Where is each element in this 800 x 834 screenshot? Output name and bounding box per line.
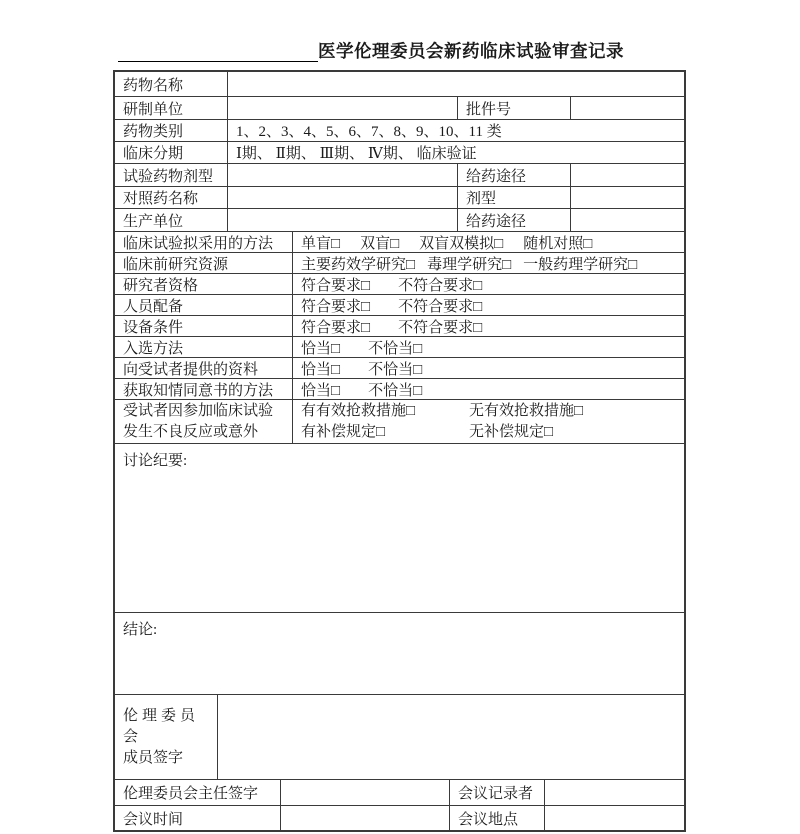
organization-name-blank[interactable]	[118, 40, 318, 62]
discussion-minutes-label: 讨论纪要:	[123, 453, 188, 469]
investigator-qualification-label: 研究者资格	[123, 277, 199, 294]
member-signatures-label-line1: 伦理委员会	[123, 707, 200, 745]
preclinical-research-options	[292, 253, 684, 273]
conclusion-label: 结论:	[123, 622, 158, 638]
checkbox-randomized-control[interactable]: 随机对照□	[523, 235, 593, 252]
checkbox-meets-requirements[interactable]: 符合要求□	[301, 277, 371, 294]
administration-route2-label: 给药途径	[457, 209, 570, 231]
row-subject-materials	[115, 357, 684, 378]
staffing-label: 人员配备	[123, 298, 184, 315]
manufacturer-label: 生产单位	[123, 213, 184, 230]
administration-route2-value[interactable]	[570, 209, 684, 231]
adverse-reaction-label-line1: 受试者因参加临床试验	[123, 402, 274, 419]
rescue-measures-line	[301, 401, 583, 422]
clinical-phase-options[interactable]: Ⅰ期、 Ⅱ期、 Ⅲ期、 Ⅳ期、 临床验证	[227, 142, 684, 163]
checkbox-not-meets-requirements[interactable]: 不符合要求□	[398, 277, 483, 294]
meeting-recorder-value[interactable]	[544, 780, 684, 805]
checkbox-has-rescue-measures[interactable]: 有有效抢救措施□	[301, 402, 416, 419]
checkbox-no-compensation[interactable]: 无补偿规定□	[469, 423, 554, 440]
row-conclusion	[115, 612, 684, 694]
row-selection-method	[115, 336, 684, 357]
trial-dosage-form-label: 试验药物剂型	[123, 168, 214, 185]
row-control-drug	[115, 186, 684, 208]
discussion-minutes-area[interactable]	[115, 444, 684, 612]
checkbox-double-blind[interactable]: 双盲□	[360, 235, 400, 252]
checkbox-no-rescue-measures[interactable]: 无有效抢救措施□	[469, 402, 584, 419]
selection-method-options	[292, 337, 684, 357]
staffing-options	[292, 295, 684, 315]
approval-number-label: 批件号	[457, 97, 570, 119]
checkbox-inappropriate[interactable]: 不恰当□	[368, 340, 423, 357]
checkbox-inappropriate[interactable]: 不恰当□	[368, 382, 423, 399]
drug-category-options[interactable]: 1、2、3、4、5、6、7、8、9、10、11 类	[227, 120, 684, 141]
adverse-reaction-label	[115, 400, 292, 443]
subject-materials-options	[292, 358, 684, 378]
checkbox-not-meets-requirements[interactable]: 不符合要求□	[398, 319, 483, 336]
administration-route-label: 给药途径	[457, 164, 570, 186]
checkbox-appropriate[interactable]: 恰当□	[301, 340, 341, 357]
row-trial-method	[115, 231, 684, 252]
row-informed-consent	[115, 378, 684, 399]
row-investigator-qualification	[115, 273, 684, 294]
row-preclinical-research	[115, 252, 684, 273]
dosage-form-value[interactable]	[570, 187, 684, 208]
meeting-time-value[interactable]	[280, 806, 449, 830]
checkbox-appropriate[interactable]: 恰当□	[301, 382, 341, 399]
dosage-form-label: 剂型	[457, 187, 570, 208]
developer-value[interactable]	[227, 97, 457, 119]
selection-method-label: 入选方法	[123, 340, 184, 357]
member-signatures-area[interactable]	[217, 695, 684, 779]
subject-materials-label: 向受试者提供的资料	[123, 361, 259, 378]
preclinical-research-label: 临床前研究资源	[123, 256, 229, 273]
row-drug-name	[115, 72, 684, 96]
row-member-signatures	[115, 694, 684, 779]
trial-dosage-form-value[interactable]	[227, 164, 457, 186]
review-form-table	[113, 70, 686, 832]
adverse-reaction-options	[292, 400, 684, 443]
row-developer	[115, 96, 684, 119]
chair-signature-value[interactable]	[280, 780, 449, 805]
row-adverse-reaction	[115, 399, 684, 443]
chair-signature-label: 伦理委员会主任签字	[123, 786, 259, 802]
compensation-line	[301, 422, 553, 443]
row-meeting-time	[115, 805, 684, 830]
control-drug-value[interactable]	[227, 187, 457, 208]
checkbox-has-compensation[interactable]: 有补偿规定□	[301, 423, 386, 440]
developer-label: 研制单位	[123, 101, 184, 118]
row-equipment-condition	[115, 315, 684, 336]
row-drug-category	[115, 119, 684, 141]
meeting-place-value[interactable]	[544, 806, 684, 830]
control-drug-label: 对照药名称	[123, 191, 199, 207]
checkbox-meets-requirements[interactable]: 符合要求□	[301, 319, 371, 336]
trial-method-options	[292, 232, 684, 252]
manufacturer-value[interactable]	[227, 209, 457, 231]
informed-consent-options	[292, 379, 684, 399]
adverse-reaction-label-line2: 发生不良反应或意外	[123, 423, 259, 440]
meeting-recorder-label: 会议记录者	[449, 780, 544, 805]
checkbox-toxicology[interactable]: 毒理学研究□	[427, 256, 512, 273]
checkbox-inappropriate[interactable]: 不恰当□	[368, 361, 423, 378]
investigator-qualification-options	[292, 274, 684, 294]
conclusion-area[interactable]	[115, 613, 684, 694]
informed-consent-label: 获取知情同意书的方法	[123, 382, 274, 399]
checkbox-single-blind[interactable]: 单盲□	[301, 235, 341, 252]
checkbox-general-pharmacology[interactable]: 一般药理学研究□	[523, 256, 638, 273]
checkbox-meets-requirements[interactable]: 符合要求□	[301, 298, 371, 315]
row-manufacturer	[115, 208, 684, 231]
page-title: 医学伦理委员会新药临床试验审查记录	[318, 41, 624, 61]
clinical-phase-label: 临床分期	[123, 146, 184, 162]
equipment-condition-options	[292, 316, 684, 336]
document-header	[118, 38, 624, 62]
trial-method-label: 临床试验拟采用的方法	[123, 235, 274, 252]
checkbox-pharmacodynamics[interactable]: 主要药效学研究□	[301, 256, 416, 273]
row-trial-dosage-form	[115, 163, 684, 186]
member-signatures-label-line2: 成员签字	[123, 749, 184, 766]
meeting-time-label: 会议时间	[123, 811, 184, 828]
row-chair-signature	[115, 779, 684, 805]
drug-category-label: 药物类别	[123, 124, 184, 140]
row-staffing	[115, 294, 684, 315]
meeting-place-label: 会议地点	[449, 806, 544, 830]
equipment-condition-label: 设备条件	[123, 319, 184, 336]
administration-route-value[interactable]	[570, 164, 684, 186]
drug-name-value[interactable]	[227, 72, 684, 96]
drug-name-label: 药物名称	[123, 77, 184, 94]
row-clinical-phase	[115, 141, 684, 163]
approval-number-value[interactable]	[570, 97, 684, 119]
row-discussion-minutes	[115, 443, 684, 612]
checkbox-double-dummy[interactable]: 双盲双模拟□	[419, 235, 504, 252]
checkbox-not-meets-requirements[interactable]: 不符合要求□	[398, 298, 483, 315]
checkbox-appropriate[interactable]: 恰当□	[301, 361, 341, 378]
member-signatures-label	[115, 695, 217, 779]
